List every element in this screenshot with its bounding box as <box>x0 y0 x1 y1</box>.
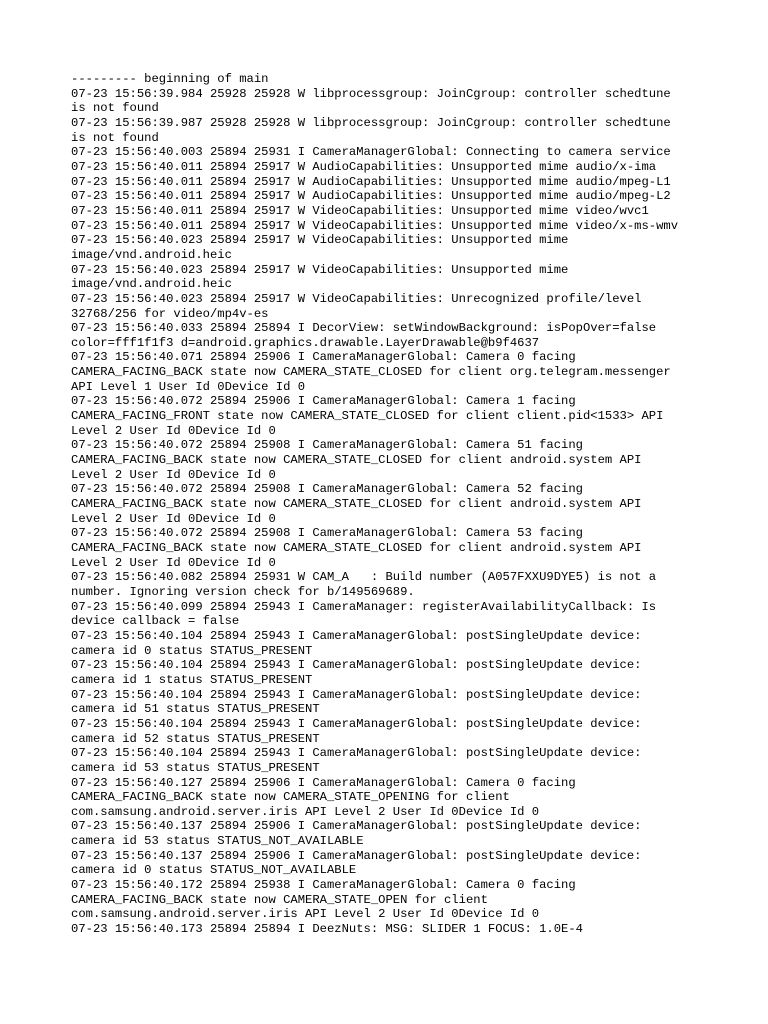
log-line: 07-23 15:56:40.023 25894 25917 W VideoCapabilities: Unrecognized profile/level 32768/256 for video/mp4v-es <box>71 291 642 321</box>
log-line: 07-23 15:56:40.011 25894 25917 W VideoCapabilities: Unsupported mime video/wvc1 <box>71 203 649 218</box>
log-line: 07-23 15:56:40.104 25894 25943 I CameraManagerGlobal: postSingleUpdate device: camera id 1 status STATUS_PRESENT <box>71 658 642 687</box>
log-line: 07-23 15:56:40.011 25894 25917 W VideoCapabilities: Unsupported mime video/x-ms-wmv <box>71 218 679 233</box>
log-line: 07-23 15:56:39.987 25928 25928 W libprocessgroup: JoinCgroup: controller schedtune is not found <box>71 115 671 145</box>
log-line: 07-23 15:56:40.082 25894 25931 W CAM_A : Build number (A057FXXU9DYE5) is not a number. Ignoring version check for b/149569689. <box>71 570 657 599</box>
log-line: 07-23 15:56:40.137 25894 25906 I CameraManagerGlobal: postSingleUpdate device: camera id 53 status STATUS_NOT_AVAILABLE <box>71 819 642 849</box>
log-line: 07-23 15:56:40.011 25894 25917 W AudioCapabilities: Unsupported mime audio/mpeg-L1 <box>71 174 671 189</box>
log-line: 07-23 15:56:40.071 25894 25906 I CameraManagerGlobal: Camera 0 facing CAMERA_FACING_BACK state now CAMERA_STATE_CLOSED for client org.telegram.messenger API Level 1 User Id 0Device Id 0 <box>71 350 671 394</box>
log-line: 07-23 15:56:40.072 25894 25908 I CameraManagerGlobal: Camera 51 facing CAMERA_FACING_BACK state now CAMERA_STATE_CLOSED for client android.system API Level 2 User Id 0Device Id 0 <box>71 438 642 482</box>
log-line: 07-23 15:56:40.072 25894 25908 I CameraManagerGlobal: Camera 52 facing CAMERA_FACING_BACK state now CAMERA_STATE_CLOSED for client android.system API Level 2 User Id 0Device Id 0 <box>71 482 642 526</box>
log-line: 07-23 15:56:40.099 25894 25943 I CameraManager: registerAvailabilityCallback: Is device callback = false <box>71 599 657 629</box>
log-line: 07-23 15:56:40.104 25894 25943 I CameraManagerGlobal: postSingleUpdate device: camera id 51 status STATUS_PRESENT <box>71 687 642 717</box>
log-line: 07-23 15:56:40.104 25894 25943 I CameraManagerGlobal: postSingleUpdate device: camera id 53 status STATUS_PRESENT <box>71 746 642 775</box>
log-line: 07-23 15:56:40.023 25894 25917 W VideoCapabilities: Unsupported mime image/vnd.android.heic <box>71 262 569 292</box>
log-line: 07-23 15:56:40.137 25894 25906 I CameraManagerGlobal: postSingleUpdate device: camera id 0 status STATUS_NOT_AVAILABLE <box>71 848 642 878</box>
log-header: --------- beginning of main <box>71 72 269 86</box>
log-line: 07-23 15:56:40.033 25894 25894 I DecorView: setWindowBackground: isPopOver=false color=fff1f1f3 d=android.graphics.drawable.LayerDrawable@b9f4637 <box>71 321 657 350</box>
log-line: 07-23 15:56:40.104 25894 25943 I CameraManagerGlobal: postSingleUpdate device: camera id 0 status STATUS_PRESENT <box>71 628 642 658</box>
log-line: 07-23 15:56:40.127 25894 25906 I CameraManagerGlobal: Camera 0 facing CAMERA_FACING_BACK state now CAMERA_STATE_OPENING for client com.samsung.android.server.iris API Level 2 User Id 0Device Id 0 <box>71 775 576 819</box>
log-line: 07-23 15:56:40.172 25894 25938 I CameraManagerGlobal: Camera 0 facing CAMERA_FACING_BACK state now CAMERA_STATE_OPEN for client com.samsung.android.server.iris API Level 2 User Id 0Device Id 0 <box>71 878 576 922</box>
log-line: 07-23 15:56:40.011 25894 25917 W AudioCapabilities: Unsupported mime audio/x-ima <box>71 159 657 174</box>
logcat-document <box>71 72 731 937</box>
log-line: 07-23 15:56:40.072 25894 25906 I CameraManagerGlobal: Camera 1 facing CAMERA_FACING_FRONT state now CAMERA_STATE_CLOSED for client client.pid<1533> API Level 2 User Id 0Device Id 0 <box>71 394 664 438</box>
log-line: 07-23 15:56:40.173 25894 25894 I DeezNuts: MSG: SLIDER 1 FOCUS: 1.0E-4 <box>71 922 583 937</box>
log-line: 07-23 15:56:40.003 25894 25931 I CameraManagerGlobal: Connecting to camera service <box>71 145 671 160</box>
log-line: 07-23 15:56:40.011 25894 25917 W AudioCapabilities: Unsupported mime audio/mpeg-L2 <box>71 189 671 204</box>
log-line: 07-23 15:56:40.023 25894 25917 W VideoCapabilities: Unsupported mime image/vnd.android.heic <box>71 233 569 262</box>
log-line: 07-23 15:56:40.104 25894 25943 I CameraManagerGlobal: postSingleUpdate device: camera id 52 status STATUS_PRESENT <box>71 716 642 746</box>
log-line: 07-23 15:56:39.984 25928 25928 W libprocessgroup: JoinCgroup: controller schedtune is not found <box>71 86 671 116</box>
log-line: 07-23 15:56:40.072 25894 25908 I CameraManagerGlobal: Camera 53 facing CAMERA_FACING_BACK state now CAMERA_STATE_CLOSED for client android.system API Level 2 User Id 0Device Id 0 <box>71 526 642 570</box>
